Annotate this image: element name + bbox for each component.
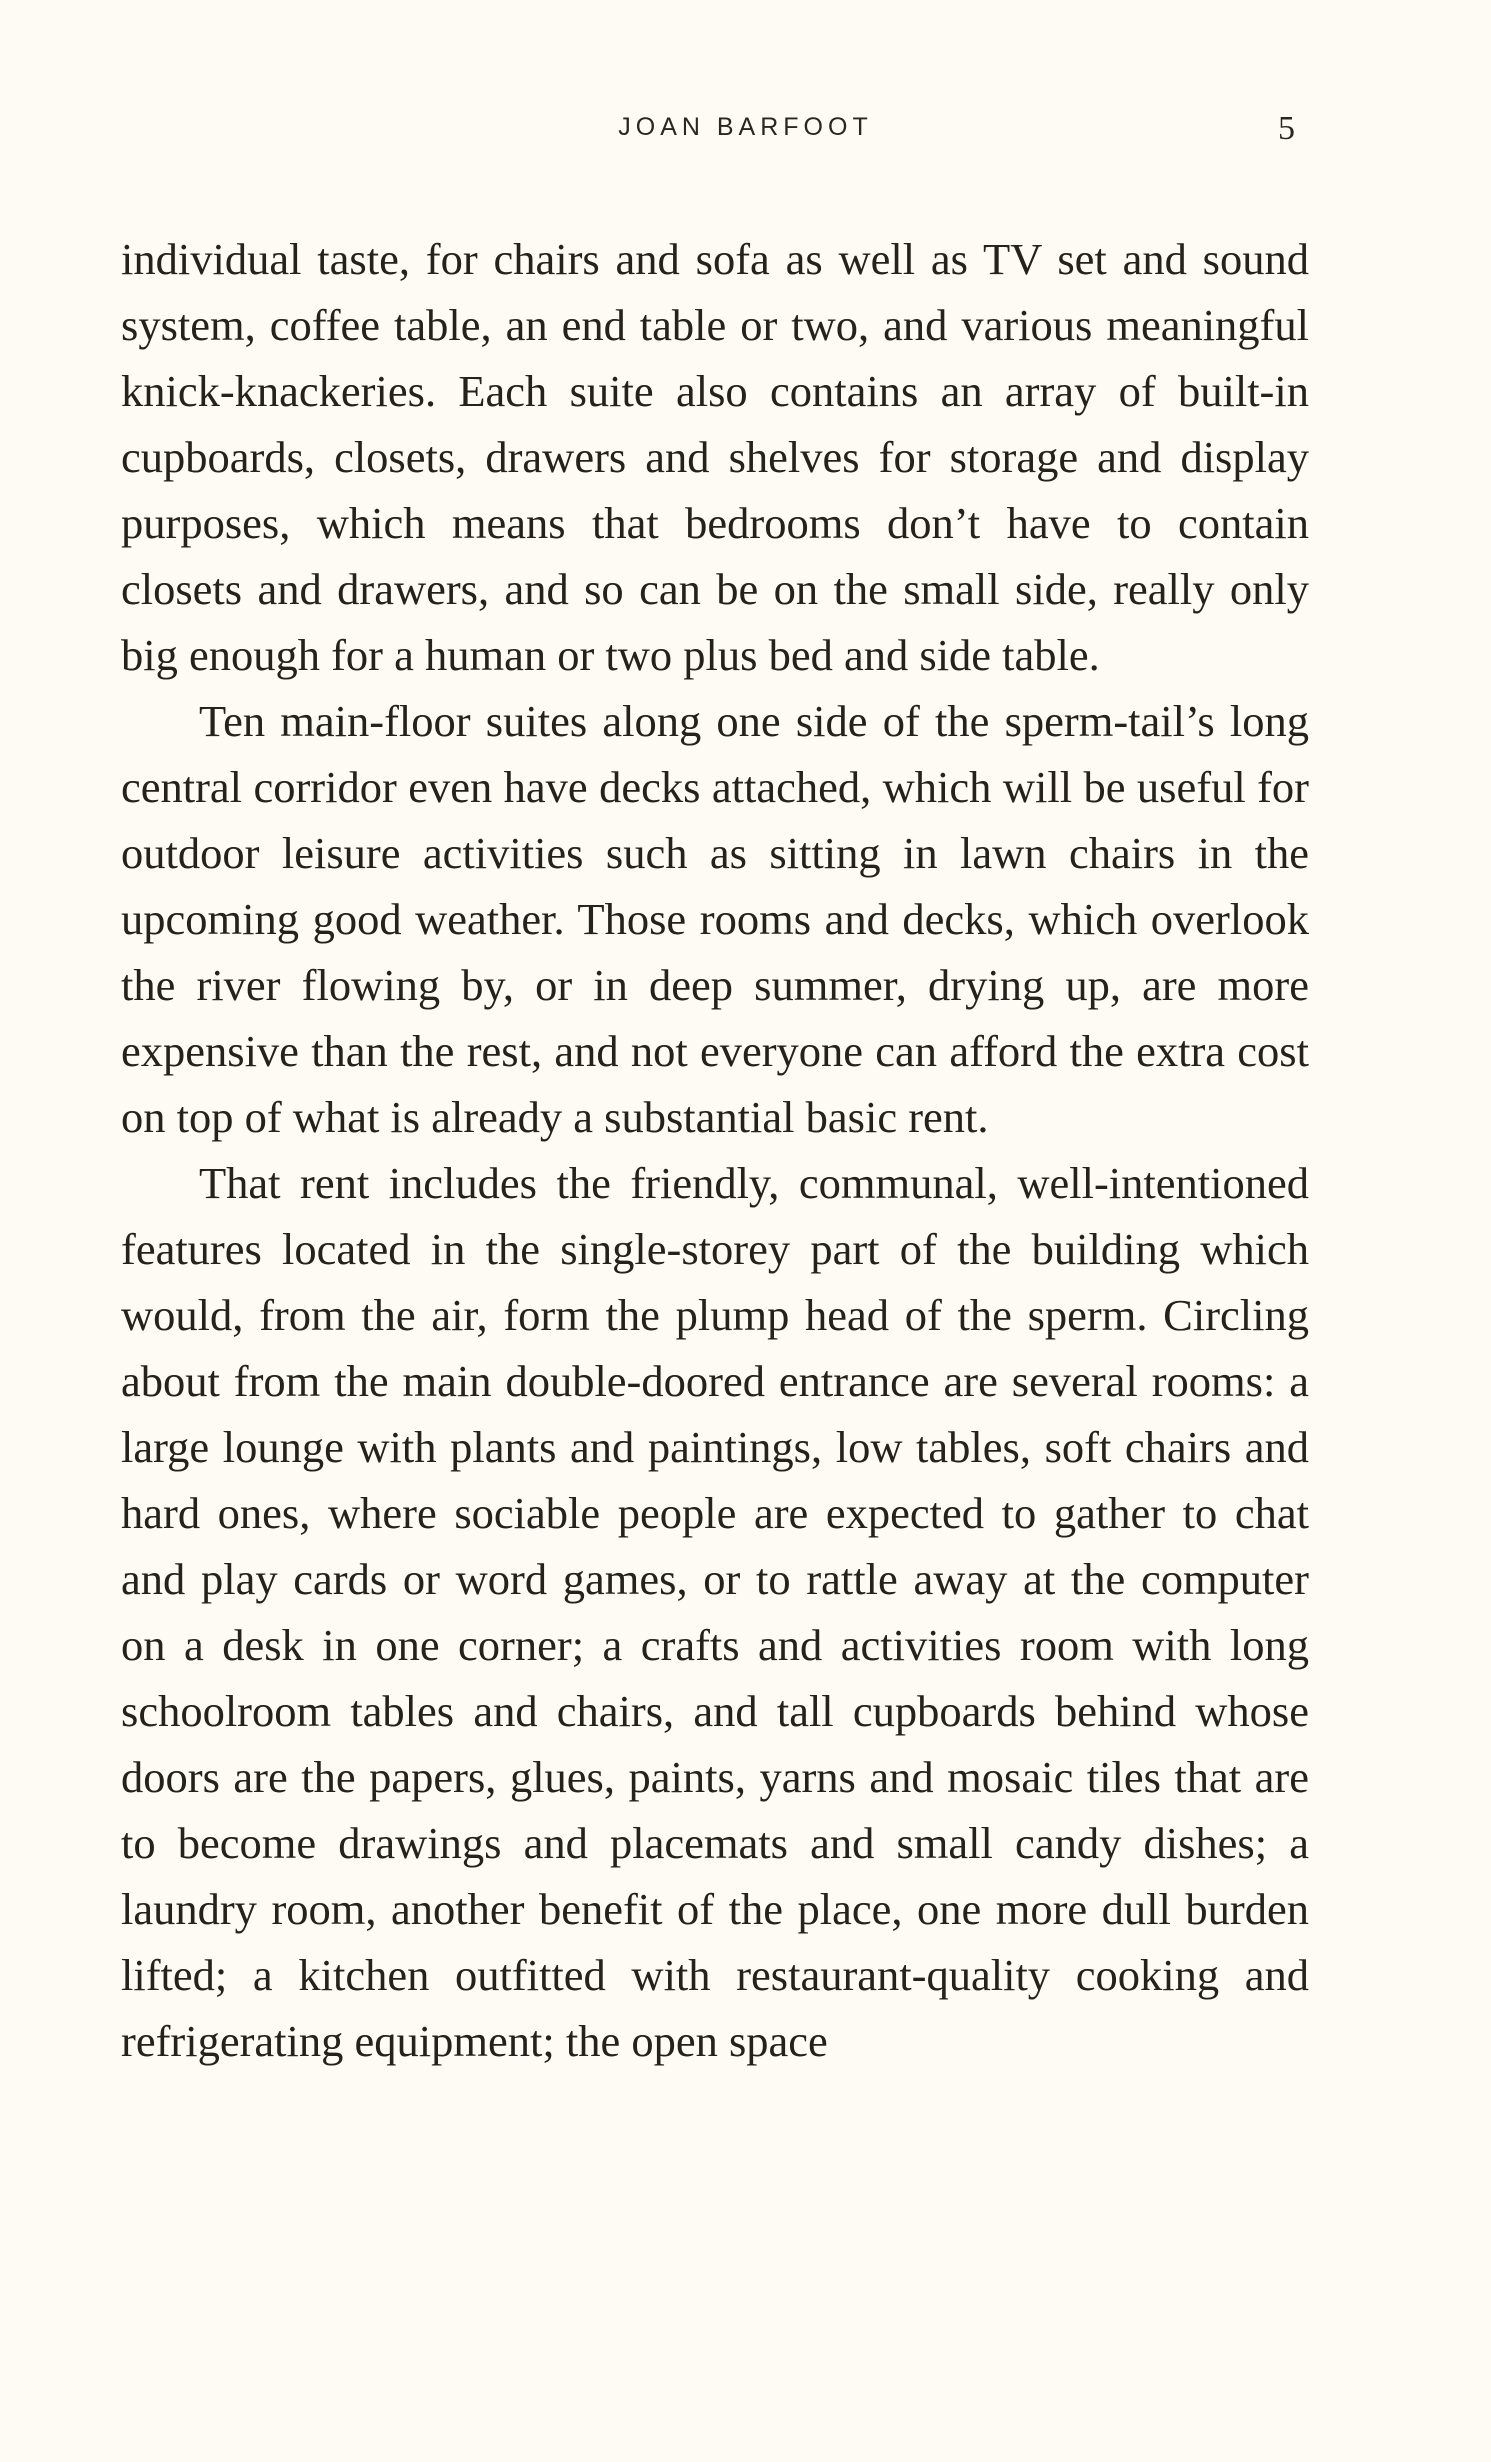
running-head: JOAN BARFOOT — [618, 113, 873, 141]
page-number: 5 — [1278, 110, 1295, 147]
paragraph-1: individual taste, for chairs and sofa as well as TV set and sound system, coffee table, an end table or two, and various meaningful knick-knackeries. Each suite also contains an array of built-in cupboards, closets, drawers and shelves for storage and display purposes, which means that bedrooms don’t have to contain closets and drawers, and so can be on the small side, really only big enough for a human or two plus bed and side table. — [121, 234, 1309, 680]
paragraph-3: That rent includes the friendly, communal, well-intentioned features located in the single-storey part of the building which would, from the air, form the plump head of the sperm. Circling about from the main double-doored entrance are several rooms: a large lounge with plants and paintings, low tables, soft chairs and hard ones, where sociable people are expected to gather to chat and play cards or word games, or to rattle away at the computer on a desk in one corner; a crafts and activities room with long schoolroom tables and chairs, and tall cupboards behind whose doors are the papers, glues, paints, yarns and mosaic tiles that are to become drawings and placemats and small candy dishes; a laundry room, another benefit of the place, one more dull burden lifted; a kitchen outfitted with restaurant-quality cooking and refrigerating equipment; the open space — [121, 1158, 1309, 2066]
body-text — [121, 226, 1309, 2074]
paragraph-2: Ten main-floor suites along one side of the sperm-tail’s long central corridor even have decks attached, which will be useful for outdoor leisure activities such as sitting in lawn chairs in the upcoming good weather. Those rooms and decks, which overlook the river flowing by, or in deep summer, drying up, are more expensive than the rest, and not everyone can afford the extra cost on top of what is already a substantial basic rent. — [121, 696, 1309, 1142]
